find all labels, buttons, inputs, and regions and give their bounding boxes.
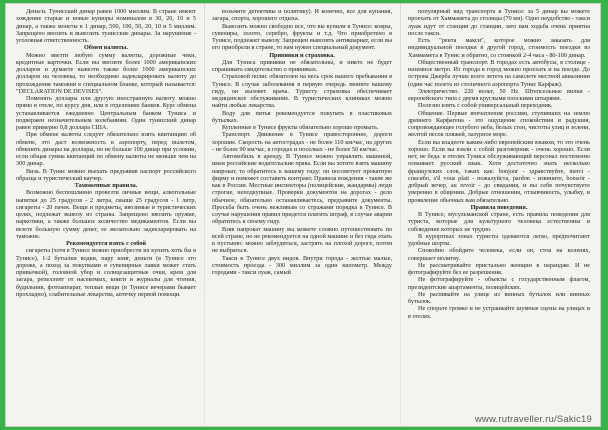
paragraph: Спокойно обойдите человека, если он, стоя на коленях, совершает молитву. (408, 247, 590, 262)
paragraph: В Тунисе, мусульманской стране, есть правила поведения для туриста, которые для культурного человека естественны и соблюдение которых не трудно. (408, 211, 590, 233)
paragraph: сигареты (хотя в Тунисе можно приобрести их купить хоть бы в Тунисе), 1-2 бутылки водки, пару книг, деньги (в Тунисе это дороже, а поход за покупками в сувенирные лавки может стать привычкой), головной убор и солнцезащитные очки, крем для загара, репеллент от насекомых, книги и журналы для чтения, будильник, фотоаппарат, теплые вещи (в Тунисе вечерами бывает прохладно), слабительные лекарства, аптечку первой помощи. (16, 247, 196, 298)
brochure-page (6, 4, 600, 426)
paragraph: Не распивайте на улице из винных бутылок или винных бутылок. (408, 290, 590, 305)
paragraph: Не фотографируйте - объекты с государственным флагом, президентские апартаменты, полицейских. (408, 276, 590, 291)
paragraph: Возможно беспошлинно провезти личные вещи, алкогольные напитки до 25 градусов - 2 литра, свыше 25 градусов - 1 литр, сигареты - 20 пачек. Вещи и предметы, ввозимые в туристических целях, подлежат вывозу из страны. Запрещено ввозить оружие, наркотики, а также большое количество медикаментов. Если вы везете большую сумму денег, ее желательно задекларировать на таможне. (16, 189, 196, 240)
text-column-right (408, 8, 590, 422)
paragraph: Не спорьте громко и не устраивайте шумные сцены на улицах и в отелях. (408, 305, 590, 320)
paragraph: Поменять доллары или другую иностранную валюту можно прямо в отеле, по курсу дня, или в отделениях банков. Курс обмена устанавливается ежедневно Центральным банком Туниса и подвержен незначительным колебаниям. Один тунисский динар равен примерно 0,8 доллара США. (16, 95, 196, 131)
column-divider (204, 4, 205, 426)
section-heading: Таможенные правила. (74, 182, 138, 189)
section-heading: Обмен валюты. (84, 44, 128, 52)
paragraph: Для Туниса прививки не обязательны, и никто не будет спрашивать свидетельство о прививках. (212, 58, 392, 73)
paragraph: Вывозить можно свободно все, что вы купили в Тунисе: ковры, сувениры, золото, серебро, фрукты и т.д. Что приобретено в Тунисе, подлежит вывозу. Запрещен вывозить антиквариат, если вы его приобрели в стране, то вам нужен специальный документ. (212, 22, 392, 52)
paragraph: Есть "рента макси", которое можно заказать для индивидуальной поездки в другой город, стоимость поездки из Хаммамета в Тунис и обратно, со стоянкой 2-4 часа - 80-100 динар. (408, 37, 590, 59)
text-column-middle (212, 8, 392, 422)
section-heading: Правила поведения. (470, 203, 528, 211)
paragraph: При обмене валюты следует обязательно взять квитанцию об обмене, это даст возможность в аэропорту, перед вылетом, обменять динары на доллары, но не больше 100 динар при условии, если общая сумма квитанций по обмену валюты не меньше чем на 300 динар. (16, 131, 196, 168)
paragraph: Взяв напрокат машину вы можете сложно путешествовать по всей стране, но не рекомендуется на одной машине и без гида ехать в пустыню: можно заблудиться, застрять на плохой дороге, потом не выбраться. (212, 225, 392, 255)
paragraph: Виза. В Тунис можно въехать предъявив паспорт российского образца и туристический ваучер. (16, 167, 196, 182)
paragraph: Купленные в Тунисе фрукты обязательно хорошо промыть. (222, 124, 379, 131)
paragraph: Транспорт. Движение в Тунисе правостороннее, дороги хорошие. Скорость на автострадах - не более 110 км/час, на других - не более 90 км/час, в городах и поселках - не более 50 км/час. (212, 131, 392, 153)
paragraph: Не рассматривайте пристально женщин в парандже. И не фотографируйте без ее разрешения. (408, 261, 590, 276)
paragraph: Автомобиль в аренду. В Тунисе можно управлять машиной, имея российские водительские права. Если вы хотите взять машину напрокат, то обратитесь к вашему гиду: он посоветует прокатную фирму и поможет составить контракт. Правила вождения - такие же как в России. Местные инспекторы (полицейские, жандармы) люди строгие, неподкупные. Проверки документов на дорогах - дело обычное, обязательно останавливаетесь, предъявите документы. Просьба быть очень вежливым со стражами порядка в Тунисе. В случае нарушения правил придется платить штраф, в случае аварии обратитесь к своему гиду. (212, 153, 392, 226)
text-column-left (16, 8, 196, 422)
paragraph: возьмите детективы и политику). И конечно, все для купания, загара, спорта, хорошего отдыха. (212, 8, 392, 23)
paragraph: Общественный транспорт. В городах есть автобусы, в столице - наземное метро. Из города в город можно проехать и на поезде. До острова Джерба лучше всего лететь на самолете местной авиалинии (один час полета из столичного аэропорта Тунис Карфаж). (408, 58, 590, 88)
paragraph: популярный вид транспорта в Тунисе: за 5 динар вы можете проехать от Хаммамета до столицы (70 км). Одно неудобство - такси луаж идут от станции до станции, зато вам ходьба очень приятна после такси. (408, 8, 590, 37)
paragraph: Если вы владеете каким-либо европейским языком, то это очень хорошо. Если вы взяли с собой разговорник - очень хорошо. Если нет, не беда: в отелях Туниса обслуживающий персонал постепенно осваивает русский язык. Хотя достаточно знать несколько французских слов, таких как: bonjour - здравствуйте, merci - спасибо, s'il vous plait - пожалуйста, pardon - извините, bonsoir - добрый вечер, au revoir - до свидания, и вы себя почувствуете уверенно в общении. Добрые отношения, отзывчивость, улыбку, и проявление обычных вам обязательно. (408, 138, 590, 204)
paragraph: Можно ввезти любую сумму валюты, дорожные чеки, кредитные карточки. Если вы ввозите более 1000 американских долларов и думаете вывезти также более 1000 американских долларов на человека, то необходимо задекларировать валюту до прохождения таможни в специальном бланке, который называется: "DECLARATION DE DEVISES". (16, 51, 196, 95)
paragraph: Страховой полис обязателен на весь срок вашего пребывания в Тунисе. В случае заболевания в первую очередь звоните вашему гиду, он вызовет врача. Туристу страховка обеспечивает медицинское обслуживание. В туристических клиниках можно найти любые лекарства. (212, 73, 392, 110)
paragraph: Деньги. Тунисский динар равен 1000 миллим. В стране имеют хождение старые и новые купюры номиналом в 30, 20, 10 и 5 динар, а также монеты в 1 динар, 500, 100, 50, 20, 10 и 5 миллим. Запрещено ввозить и вывозить тунисские динары. За нарушение - уголовная ответственность. (16, 8, 196, 44)
section-heading: Прививки и страховка. (269, 51, 335, 59)
section-heading: Рекомендуется взять с собой (66, 240, 146, 247)
column-divider (400, 4, 401, 426)
paragraph: Электричество. 220 вольт, 50 Hz. Штепсельные вилки - европейского типа с двумя круглыми плоскими штырями. (408, 87, 590, 102)
paragraph: Общение. Первые впечатления россиян, ступивших на землю древнего Карфагена - это ощущение спокойствия и радушия, сопровождающее голубого неба, белых стен, чистоты улиц и зелени, желтой песок пляжей, лазурное море. (408, 109, 590, 139)
paragraph: Полезно взять с собой универсальный переходник. (418, 102, 553, 110)
watermark-url: www.rutraveller.ru/Sakic19 (474, 414, 592, 425)
paragraph: Воду для питья рекомендуется покупать в пластиковых бутылках. (212, 109, 392, 124)
paragraph: Такси в Тунисе двух видов. Внутри города - желтые малые, стоимость проезда - 300 миллим за один километр. Между городами - такси луаж, самый (212, 254, 392, 276)
paragraph: В курортных зонах туристы одеваются легко, предпочитают удобные шорты. (408, 232, 590, 247)
